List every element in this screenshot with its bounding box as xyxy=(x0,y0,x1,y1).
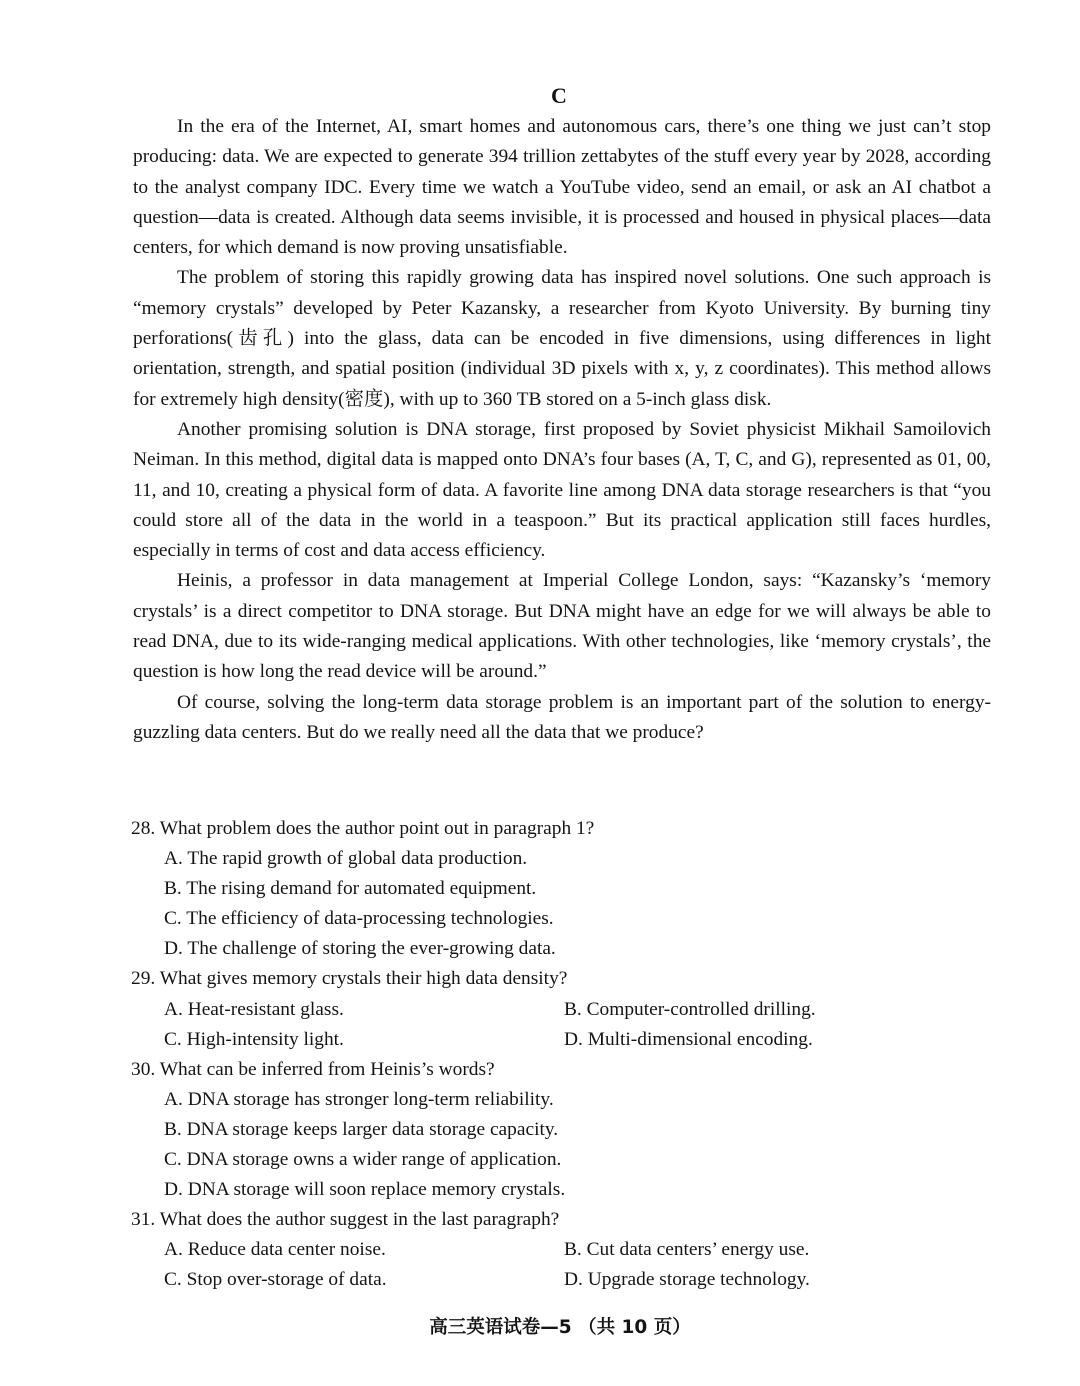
question-29 xyxy=(131,964,991,1054)
option-list xyxy=(131,995,991,1055)
option-list xyxy=(131,1085,991,1205)
option-a: A. The rapid growth of global data production. xyxy=(164,848,528,870)
question-list xyxy=(131,814,991,1296)
page-footer: 高三英语试卷—5 （共 10 页） xyxy=(429,1317,691,1338)
option-d: D. Upgrade storage technology. xyxy=(564,1269,810,1291)
question-stem: 29. What gives memory crystals their high data density? xyxy=(131,968,568,990)
option-d: D. DNA storage will soon replace memory crystals. xyxy=(164,1179,566,1201)
question-stem: 30. What can be inferred from Heinis’s words? xyxy=(131,1058,495,1080)
option-list xyxy=(131,1235,991,1295)
section-heading: C xyxy=(551,83,567,108)
option-b: B. DNA storage keeps larger data storage capacity. xyxy=(164,1118,559,1140)
passage-paragraph-3: Another promising solution is DNA storage, first proposed by Soviet physicist Mikhail Samoilovich Neiman. In this method, digital data is mapped onto DNA’s four bases (A, T, C, and G), represented as 01, 00, 11, and 10, creating a physical form of data. A favorite line among DNA data storage researchers is that “you could store all of the data in the world in a teaspoon.” But its practical application still faces hurdles, especially in terms of cost and data access efficiency. xyxy=(133,418,991,562)
option-c: C. The efficiency of data-processing technologies. xyxy=(164,908,554,930)
passage-paragraph-2: The problem of storing this rapidly growing data has inspired novel solutions. One such approach is “memory crystals” developed by Peter Kazansky, a researcher from Kyoto University. By burning tiny perforations(齿孔) into the glass, data can be encoded in five dimensions, using differences in light orientation, strength, and spatial position (individual 3D pixels with x, y, z coordinates). This method allows for extremely high density(密度), with up to 360 TB stored on a 5-inch glass disk. xyxy=(133,267,991,410)
question-28 xyxy=(131,814,991,964)
option-c: C. High-intensity light. xyxy=(164,1028,344,1050)
option-c: C. DNA storage owns a wider range of application. xyxy=(164,1149,562,1171)
option-b: B. The rising demand for automated equipment. xyxy=(164,878,537,900)
reading-passage xyxy=(133,112,991,748)
option-a: A. Reduce data center noise. xyxy=(164,1239,386,1261)
option-d: D. Multi-dimensional encoding. xyxy=(564,1028,813,1050)
option-a: A. Heat-resistant glass. xyxy=(164,998,344,1020)
option-b: B. Computer-controlled drilling. xyxy=(564,998,816,1020)
option-d: D. The challenge of storing the ever-growing data. xyxy=(164,938,556,960)
passage-paragraph-4: Heinis, a professor in data management at Imperial College London, says: “Kazansky’s ‘memory crystals’ is a direct competitor to DNA storage. But DNA might have an edge for we will always be able to read DNA, due to its wide-ranging medical applications. With other technologies, like ‘memory crystals’, the question is how long the read device will be around.” xyxy=(133,570,991,683)
passage-paragraph-5: Of course, solving the long-term data storage problem is an important part of the solution to energy-guzzling data centers. But do we really need all the data that we produce? xyxy=(133,691,991,743)
option-b: B. Cut data centers’ energy use. xyxy=(564,1239,810,1261)
option-a: A. DNA storage has stronger long-term reliability. xyxy=(164,1088,554,1110)
option-list xyxy=(131,844,991,964)
question-30 xyxy=(131,1055,991,1205)
option-c: C. Stop over-storage of data. xyxy=(164,1269,387,1291)
question-stem: 31. What does the author suggest in the last paragraph? xyxy=(131,1209,560,1231)
passage-paragraph-1: In the era of the Internet, AI, smart homes and autonomous cars, there’s one thing we just can’t stop producing: data. We are expected to generate 394 trillion zettabytes of the stuff every year by 2028, according to the analyst company IDC. Every time we watch a YouTube video, send an email, or ask an AI chatbot a question—data is created. Although data seems invisible, it is processed and housed in physical places—data centers, for which demand is now proving unsatisfiable. xyxy=(133,116,991,259)
question-stem: 28. What problem does the author point out in paragraph 1? xyxy=(131,818,595,839)
question-31 xyxy=(131,1205,991,1295)
